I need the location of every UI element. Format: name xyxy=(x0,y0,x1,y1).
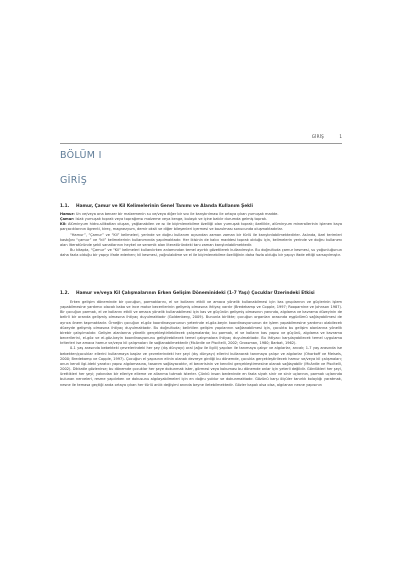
paragraph: Bu kitapta, “Çamur” ve “Kil” kelimeleri kullanılırken anlamından temel ayırtık gözetilerek kullanılmıştır. Bu doğrultuda çamur kesmesi, su yoğunluğunun daha fazla olduğu bir yapıyı ifade ederken; kil kesmesi, yoğrulabilme ve el ile biçimlenebilme özelliğinin daha fazla olduğu bir yapıyı ifade ettiği varsayılmıştır. xyxy=(60,248,342,258)
paragraph: 0-1 yaş arasında bebekteki çevrelerindeki her şey (dış dünyayı) oral (ağız ile ilgili) yapıları ile tanımaya çalışır ve algılarlar, ancak; 1-7 yaş arasında ise bebekten/çocuklar ellerini kullanmaya başlar ve çevrelerindeki her şeyi (dış dünyayı) ellerini kullanarak tanımaya çalışır ve algılarlar (Ohorkoff ve Meisels, 2000; Bredekamp ve Copple, 1997). Çocuğun el yapısının elinin olanak devreye girdiği bu dönemde, çocukla gerçekleştirilecek hamur ve/veya kil çalışmaları; onun kendi ilgi-ideki yaratıcı yapısı algılamasına, tasarım sağlayacaktır, el becerisinin ve kendini gerçekleştirmesine olanak sağlayabilir (McArdle ve Piscitelli, 2002). Dikkatle gözlenirse; bu dönemde çocuklar her şeye dokunmak ister, görmesi veya kokuması bu dönemde onlar için yeterli değildir. Gördükleri her şeyi, ürettikleri her şeyi; yakından bir elleriye elleme ve allarıma tutmak isterler. Çünkü insan bedeninde en fazla siyah sinir ve sinir uçlarının, parmak uçlarında bulunan nerveleri, resme yapılırken ve dokusunu algılayabilmeleri için en doğru yoldur ve dokunmaktadır. Gözünü karşı ölçüler tanırlık kolaylığı yaratmak, nesne ile temasa geçtiği anda ortaya çıkan her türlü anlık değişimi anında beyne iletebilmektedir. Gözler kapalı olsa olsa, algılanan nesne yapısının xyxy=(60,346,342,387)
section-heading-1-1 xyxy=(60,204,342,209)
section-title: Hamur ve/veya Kil Çalışmalarının Erken Gelişim Döneminideki (1-7 Yaşı) Çocuklar Üzerindeki Etkisi xyxy=(76,291,315,296)
definition-text: Islak yumuşak toprak veya toprağımsı malzeme veya kenge, bulaşık ve içine batılır durumda gelmiş toprak. xyxy=(74,217,268,222)
section-number: 1.1. xyxy=(60,204,70,209)
running-head-title: GİRİŞ xyxy=(311,134,324,139)
section-1-2-body xyxy=(60,300,342,388)
definition-text: Alüminyum hidro-silikatları oluşan, yağlanabilen ve ısı ile biçimlenebilme özelliği olan yumuşak toprak; özellikle, alüminyum minerallerinin işlenen kaya parçacıklarının ögrenti, kireç, magnezyum, demir oksit ve diğer bileşenleri içermesi ve bozulması sonucunda oluşmaktadırlar. xyxy=(60,222,342,232)
running-head xyxy=(60,134,342,144)
header-rule xyxy=(60,143,342,144)
page-number: 1 xyxy=(339,134,342,139)
section-title: Hamur, Çamur ve Kil Kelimelerinin Genel Tanımı ve Alanda Kullanım Şekli xyxy=(76,204,253,209)
section-heading-1-2 xyxy=(60,291,342,296)
paragraph: “Hamur”, “Çamur” ve “Kil” kelimeleri, yerinde ve doğru kullanım açısından zaman zaman bir türlü ile karıştırılabilmektedirler. Aslında, özel terimleri kastığını “çamur” ve “kil” kelimelerinin kullanımında yapılmaktadır. Her ikisinin de kalıcı maddesi toprak olduğu için, kelimelerin yerinde ve doğru kullanımı alan literatüründe şekil sanatlarının heykel ve seramik alan literatüründeki tanı zaman karıştırılabilmektedir. xyxy=(60,232,342,247)
section-1-1-body xyxy=(60,212,342,258)
term-camur: Çamur: xyxy=(60,217,75,222)
definition-kil xyxy=(60,222,342,232)
section-number: 1.2. xyxy=(60,291,70,296)
chapter-label: BÖLÜM I xyxy=(60,150,102,161)
chapter-title: GİRİŞ xyxy=(60,175,88,186)
term-hamur: Hamur: xyxy=(60,212,75,216)
definition-text: Un ve/veya ona benzer bir malzemenin su ve/veya diğer bir sıvı ile karıştırılması ile ortaya çıkan yumuşak madde. xyxy=(74,212,279,216)
term-kil: Kil: xyxy=(60,222,67,227)
paragraph: Erken gelişim döneminde bir çocuğun, parmaklarını, el ve kollarını etkili ve amaca yönelik kullanabilmesi için kas gruplarının ve güçlerinin işlem yapabilmesine yardımcı olacak kaba ve ince motor becerilerinin gelişmiş olmasına ihtiyaç vardır (Bredekamp ve Copple, 1997; Rooparnine ve Johnson 1987). Bir çocuğun parmak, el ve kollarını etkili ve amaca yönelik kullanabilmesi için kas ve güçünün gelişmiş olmasının yanında, algılama ve kavrama düzeyinin de belirli bir oranda gelişmiş olmasına ihtiyaç duyulmaktadır (Goldenberg, 2009). Bununla birlikte; çocuğun organları arasında eşgüdümü sağlayabilmesi de ayrıca önem taşımaktadır. Örneğin çocuğun el-göz koordinasyonunun yeterinde el-göz-beyin koordinasyonunun de işlem yapabilmesine yardımcı olabilecek düzeyde gelişmiş olmasına ihtiyaç duyulmaktadır. Bu doğrultuda; belirtilen gelişim yapılarının sağlanabilmesi için, çocukta bu gelişim alanlarına yönelik birebir çalışılmalıdır. Gelişim alanlarına yönelik gerçekleştirilebilecek çalışmalarda; bu parmak, el ve kolların kas yapısı ve güçünü, algılama ve kavrama becerilerini, el-göz ve el-göz-beyin koordinasyonunu geliştirebilecek temel çalışmalara ihtiyaç duyulmaktadır. Bu ihtiyacı karşılayabilecek temel uygulama kriterleri ise amaca hamur ve/veya kil çalışmaları ile sağlanabilmektedir (McArdle ve Piscitelli, 2002; Grossman, 1980; Barbat, 1962). xyxy=(60,300,342,346)
